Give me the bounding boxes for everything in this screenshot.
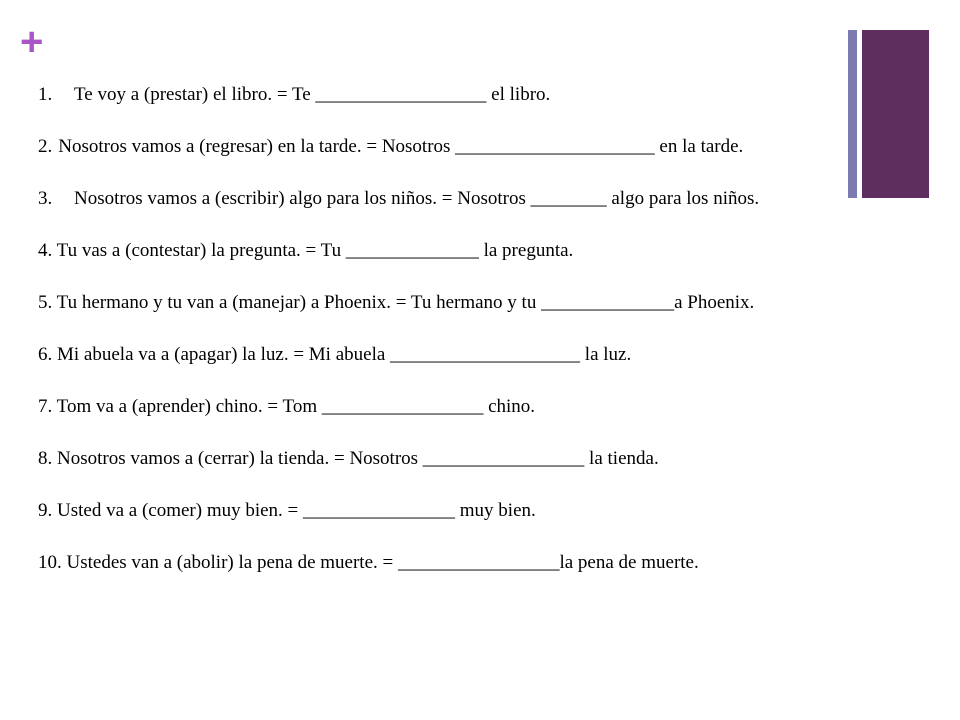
exercise-item-3 (38, 186, 898, 211)
item-number: 7. (38, 396, 53, 417)
item-number: 5. (38, 292, 53, 313)
exercise-item-2 (38, 134, 898, 159)
item-text: Te voy a (prestar) el libro. = Te __________________ el libro. (74, 84, 551, 105)
item-number: 3. (38, 188, 53, 209)
item-text: Tu vas a (contestar) la pregunta. = Tu ______________ la pregunta. (56, 240, 574, 261)
exercise-item-10 (38, 550, 898, 575)
exercise-item-6 (38, 342, 898, 367)
item-number: 1. (38, 84, 53, 105)
item-text: Usted va a (comer) muy bien. = ________________ muy bien. (57, 500, 536, 521)
item-text: Nosotros vamos a (cerrar) la tienda. = Nosotros _________________ la tienda. (57, 448, 659, 469)
exercise-list (38, 82, 898, 602)
item-number: 8. (38, 448, 53, 469)
exercise-item-8 (38, 446, 898, 471)
item-number: 6. (38, 344, 53, 365)
item-text: Tu hermano y tu van a (manejar) a Phoenix. = Tu hermano y tu ______________a Phoenix. (56, 292, 755, 313)
item-text: Tom va a (aprender) chino. = Tom _________________ chino. (56, 396, 536, 417)
item-number: 10. (38, 552, 62, 573)
exercise-item-4 (38, 238, 898, 263)
exercise-item-9 (38, 498, 898, 523)
item-text: Ustedes van a (abolir) la pena de muerte. = _________________la pena de muerte. (66, 552, 699, 573)
item-text: Nosotros vamos a (regresar) en la tarde. = Nosotros _____________________ en la tarde. (58, 136, 744, 157)
exercise-item-7 (38, 394, 898, 419)
exercise-item-5 (38, 290, 898, 315)
item-text: Mi abuela va a (apagar) la luz. = Mi abuela ____________________ la luz. (57, 344, 632, 365)
plus-icon: + (20, 20, 44, 64)
item-number: 9. (38, 500, 53, 521)
item-number: 4. (38, 240, 53, 261)
exercise-item-1 (38, 82, 898, 107)
item-text: Nosotros vamos a (escribir) algo para los niños. = Nosotros ________ algo para los niños. (74, 188, 760, 209)
item-number: 2. (38, 136, 53, 157)
